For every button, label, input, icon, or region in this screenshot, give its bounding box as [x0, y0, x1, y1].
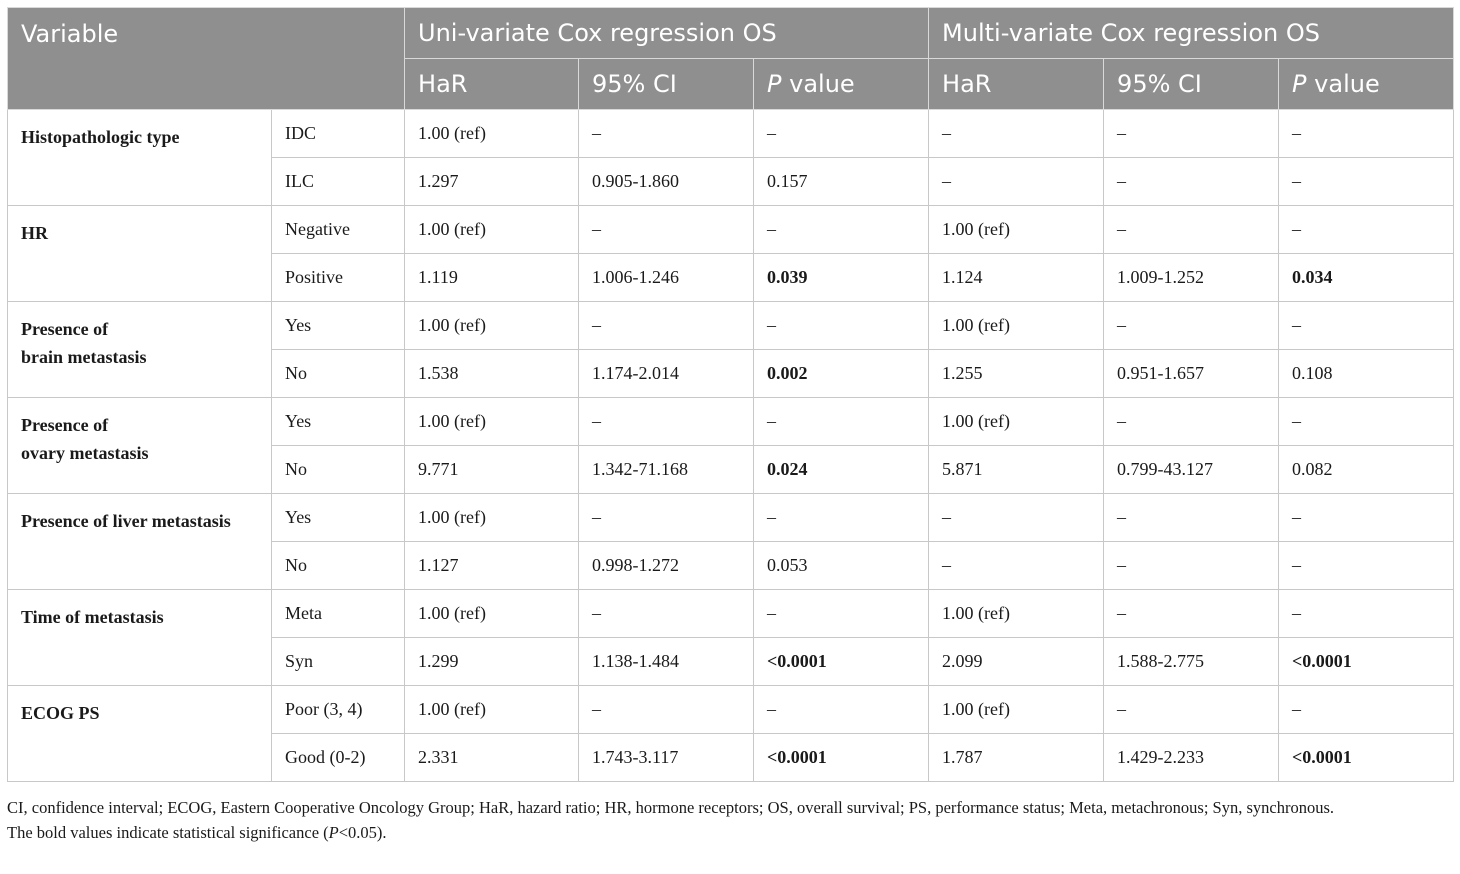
- uni-har-cell: 1.538: [405, 350, 579, 398]
- multi-har-cell: 1.00 (ref): [929, 590, 1104, 638]
- sub-cell: Negative: [272, 206, 405, 254]
- sub-cell: Yes: [272, 398, 405, 446]
- multi-ci-cell: 1.009-1.252: [1104, 254, 1279, 302]
- sub-cell: No: [272, 350, 405, 398]
- uni-ci-cell: 1.138-1.484: [579, 638, 754, 686]
- multi-har-cell: 5.871: [929, 446, 1104, 494]
- multi-har-cell: 1.00 (ref): [929, 302, 1104, 350]
- sub-cell: Yes: [272, 302, 405, 350]
- header-uni-p: [754, 59, 929, 110]
- uni-ci-cell: 1.743-3.117: [579, 734, 754, 782]
- multi-har-cell: –: [929, 110, 1104, 158]
- multi-p-cell: 0.082: [1279, 446, 1454, 494]
- multi-har-cell: –: [929, 542, 1104, 590]
- uni-p-cell: –: [754, 110, 929, 158]
- uni-ci-cell: 0.905-1.860: [579, 158, 754, 206]
- multi-har-cell: 1.00 (ref): [929, 398, 1104, 446]
- multi-har-cell: 1.124: [929, 254, 1104, 302]
- uni-har-cell: 2.331: [405, 734, 579, 782]
- table-footnotes: [7, 795, 1453, 845]
- bold-note-italic: P: [328, 823, 339, 842]
- uni-ci-cell: 1.174-2.014: [579, 350, 754, 398]
- multi-ci-cell: –: [1104, 686, 1279, 734]
- sub-cell: No: [272, 542, 405, 590]
- uni-har-cell: 1.127: [405, 542, 579, 590]
- uni-p-cell: –: [754, 398, 929, 446]
- uni-ci-cell: 0.998-1.272: [579, 542, 754, 590]
- table-row: [8, 398, 1454, 446]
- sub-cell: No: [272, 446, 405, 494]
- variable-cell: Histopathologic type: [8, 110, 272, 206]
- multi-p-cell: 0.108: [1279, 350, 1454, 398]
- uni-p-cell: 0.053: [754, 542, 929, 590]
- bold-values-note: [7, 820, 1453, 845]
- header-univariate: Uni-variate Cox regression OS: [405, 8, 929, 59]
- uni-ci-cell: –: [579, 686, 754, 734]
- p-italic: P: [1292, 70, 1307, 98]
- header-multi-har: HaR: [929, 59, 1104, 110]
- multi-ci-cell: –: [1104, 542, 1279, 590]
- uni-p-cell: 0.002: [754, 350, 929, 398]
- multi-ci-cell: 1.429-2.233: [1104, 734, 1279, 782]
- multi-ci-cell: –: [1104, 302, 1279, 350]
- multi-p-cell: –: [1279, 398, 1454, 446]
- uni-har-cell: 1.00 (ref): [405, 110, 579, 158]
- multi-p-cell: –: [1279, 542, 1454, 590]
- uni-ci-cell: 1.006-1.246: [579, 254, 754, 302]
- header-multivariate: Multi-variate Cox regression OS: [929, 8, 1454, 59]
- multi-p-cell: 0.034: [1279, 254, 1454, 302]
- multi-p-cell: –: [1279, 494, 1454, 542]
- uni-har-cell: 9.771: [405, 446, 579, 494]
- uni-har-cell: 1.00 (ref): [405, 590, 579, 638]
- multi-har-cell: 1.00 (ref): [929, 206, 1104, 254]
- table-body: [8, 110, 1454, 782]
- multi-har-cell: 1.787: [929, 734, 1104, 782]
- multi-ci-cell: –: [1104, 158, 1279, 206]
- table-row: [8, 494, 1454, 542]
- uni-p-cell: –: [754, 206, 929, 254]
- multi-p-cell: –: [1279, 302, 1454, 350]
- multi-har-cell: –: [929, 158, 1104, 206]
- sub-cell: IDC: [272, 110, 405, 158]
- variable-cell: Time of metastasis: [8, 590, 272, 686]
- table-row: [8, 686, 1454, 734]
- uni-p-cell: –: [754, 590, 929, 638]
- uni-har-cell: 1.00 (ref): [405, 398, 579, 446]
- multi-p-cell: <0.0001: [1279, 638, 1454, 686]
- multi-ci-cell: –: [1104, 494, 1279, 542]
- multi-har-cell: –: [929, 494, 1104, 542]
- uni-p-cell: –: [754, 494, 929, 542]
- uni-ci-cell: –: [579, 110, 754, 158]
- uni-har-cell: 1.00 (ref): [405, 686, 579, 734]
- uni-ci-cell: –: [579, 206, 754, 254]
- uni-har-cell: 1.00 (ref): [405, 302, 579, 350]
- uni-p-cell: <0.0001: [754, 734, 929, 782]
- results-table-container: [7, 7, 1453, 782]
- bold-note-end: <0.05).: [338, 823, 387, 842]
- table-row: [8, 110, 1454, 158]
- multi-ci-cell: –: [1104, 590, 1279, 638]
- multi-har-cell: 1.255: [929, 350, 1104, 398]
- header-multi-ci: 95% CI: [1104, 59, 1279, 110]
- sub-cell: ILC: [272, 158, 405, 206]
- multi-p-cell: –: [1279, 158, 1454, 206]
- sub-cell: Poor (3, 4): [272, 686, 405, 734]
- uni-p-cell: <0.0001: [754, 638, 929, 686]
- p-italic: P: [767, 70, 782, 98]
- uni-ci-cell: 1.342-71.168: [579, 446, 754, 494]
- multi-p-cell: –: [1279, 206, 1454, 254]
- header-row-groups: [8, 8, 1454, 59]
- header-uni-har: HaR: [405, 59, 579, 110]
- multi-ci-cell: 0.951-1.657: [1104, 350, 1279, 398]
- uni-p-cell: –: [754, 302, 929, 350]
- header-variable: Variable: [8, 8, 405, 110]
- abbreviations-note: CI, confidence interval; ECOG, Eastern Cooperative Oncology Group; HaR, hazard ratio; HR, hormone receptors; OS, overall survival; PS, performance status; Meta, metachronous; Syn, synchronous.: [7, 798, 1335, 817]
- uni-ci-cell: –: [579, 590, 754, 638]
- multi-p-cell: –: [1279, 110, 1454, 158]
- variable-cell: HR: [8, 206, 272, 302]
- uni-p-cell: –: [754, 686, 929, 734]
- multi-ci-cell: –: [1104, 206, 1279, 254]
- cox-regression-table: [7, 7, 1454, 782]
- sub-cell: Syn: [272, 638, 405, 686]
- variable-cell: Presence of liver metastasis: [8, 494, 272, 590]
- uni-har-cell: 1.00 (ref): [405, 494, 579, 542]
- multi-ci-cell: –: [1104, 398, 1279, 446]
- p-rest: value: [781, 70, 855, 98]
- bold-note-start: The bold values indicate statistical significance (: [7, 823, 329, 842]
- header-multi-p: [1279, 59, 1454, 110]
- sub-cell: Positive: [272, 254, 405, 302]
- multi-p-cell: –: [1279, 590, 1454, 638]
- sub-cell: Yes: [272, 494, 405, 542]
- table-row: [8, 302, 1454, 350]
- uni-p-cell: 0.157: [754, 158, 929, 206]
- multi-ci-cell: 0.799-43.127: [1104, 446, 1279, 494]
- uni-har-cell: 1.00 (ref): [405, 206, 579, 254]
- uni-ci-cell: –: [579, 398, 754, 446]
- variable-cell: Presence of brain metastasis: [8, 302, 272, 398]
- multi-p-cell: –: [1279, 686, 1454, 734]
- uni-har-cell: 1.299: [405, 638, 579, 686]
- variable-cell: Presence of ovary metastasis: [8, 398, 272, 494]
- uni-ci-cell: –: [579, 302, 754, 350]
- sub-cell: Good (0-2): [272, 734, 405, 782]
- uni-p-cell: 0.024: [754, 446, 929, 494]
- table-row: [8, 590, 1454, 638]
- header-uni-ci: 95% CI: [579, 59, 754, 110]
- sub-cell: Meta: [272, 590, 405, 638]
- uni-ci-cell: –: [579, 494, 754, 542]
- variable-cell: ECOG PS: [8, 686, 272, 782]
- multi-p-cell: <0.0001: [1279, 734, 1454, 782]
- table-row: [8, 206, 1454, 254]
- multi-ci-cell: –: [1104, 110, 1279, 158]
- uni-har-cell: 1.297: [405, 158, 579, 206]
- uni-p-cell: 0.039: [754, 254, 929, 302]
- p-rest: value: [1306, 70, 1380, 98]
- multi-ci-cell: 1.588-2.775: [1104, 638, 1279, 686]
- multi-har-cell: 2.099: [929, 638, 1104, 686]
- uni-har-cell: 1.119: [405, 254, 579, 302]
- multi-har-cell: 1.00 (ref): [929, 686, 1104, 734]
